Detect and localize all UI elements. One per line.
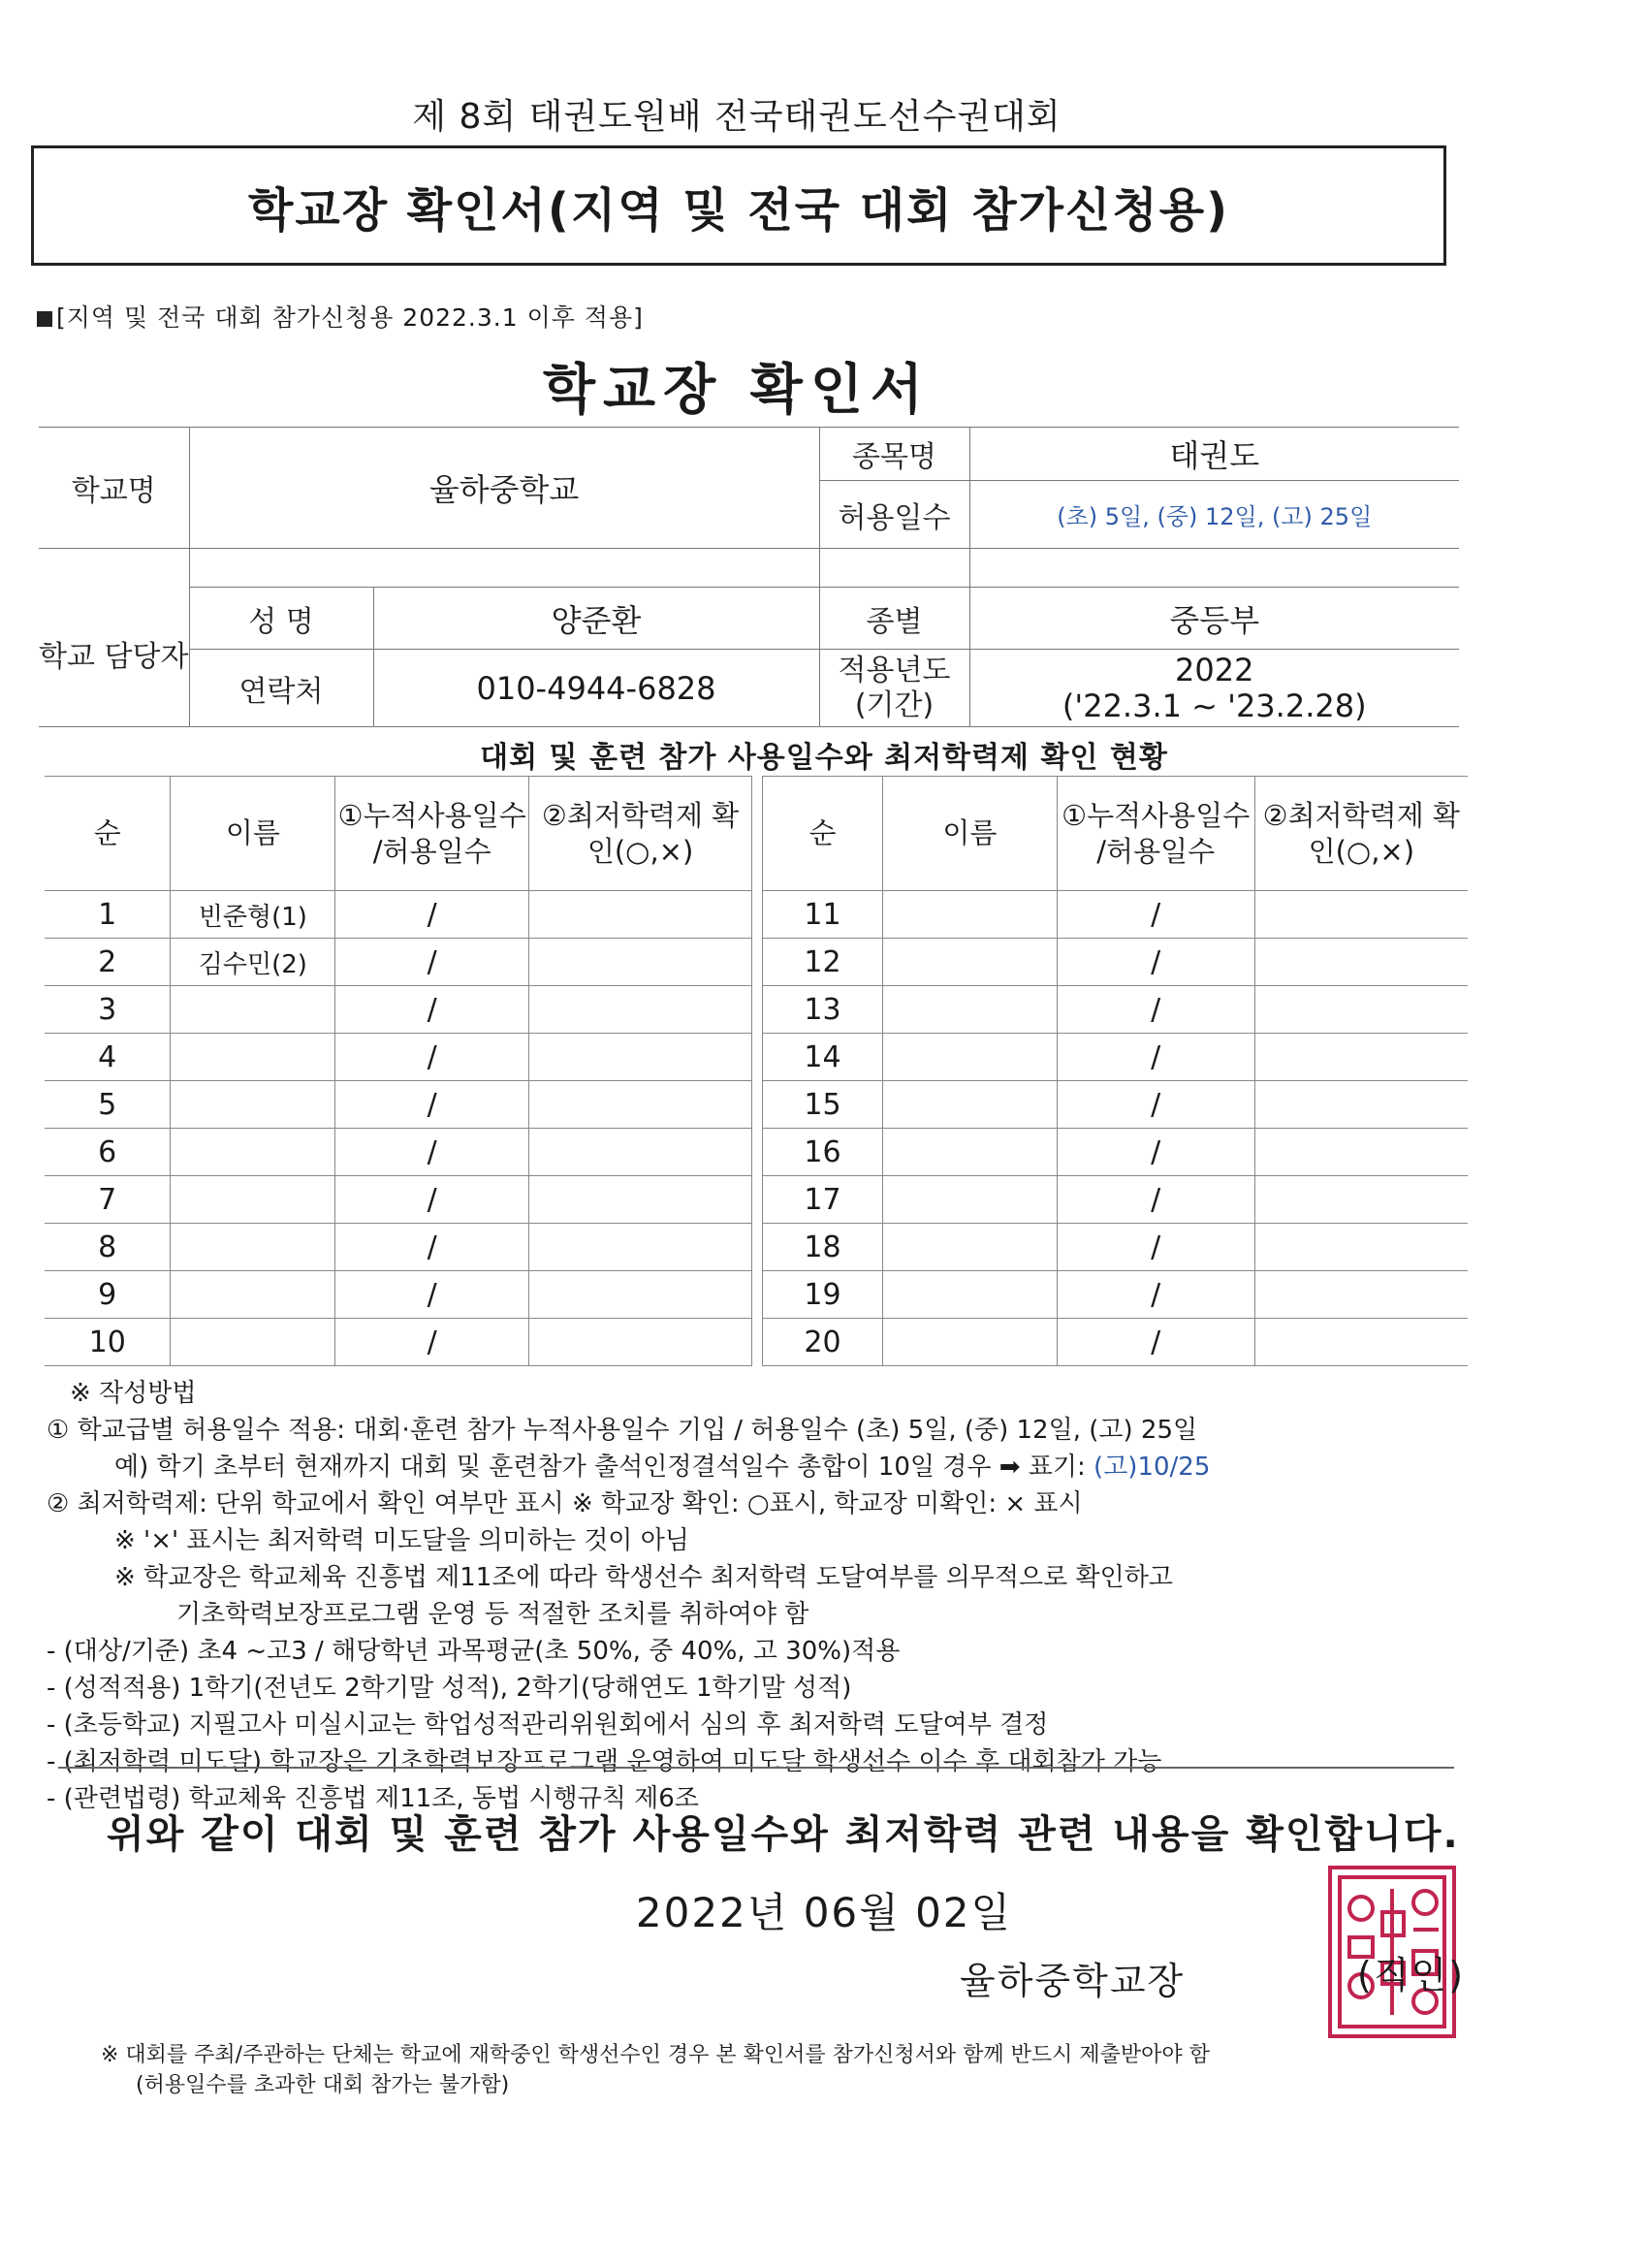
row-days: / bbox=[335, 1319, 529, 1366]
col-name: 이름 bbox=[171, 777, 335, 891]
row-no: 17 bbox=[763, 1176, 883, 1224]
row-academic bbox=[529, 1224, 752, 1271]
row-no: 8 bbox=[45, 1224, 171, 1271]
note-1: ※ '×' 표시는 최저학력 미도달을 의미하는 것이 아님 bbox=[114, 1526, 689, 1555]
row-no: 18 bbox=[763, 1224, 883, 1271]
row-academic bbox=[529, 891, 752, 939]
manager-name: 양준환 bbox=[373, 588, 819, 650]
instruction-1: ① 학교급별 허용일수 적용: 대회·훈련 참가 누적사용일수 기입 / 허용일수 (초) 5일, (중) 12일, (고) 25일 bbox=[47, 1416, 1198, 1445]
table-row bbox=[763, 986, 1469, 1034]
row-academic bbox=[1254, 891, 1468, 939]
table-row bbox=[45, 1129, 752, 1176]
row-no: 19 bbox=[763, 1271, 883, 1319]
detail-3: - (초등학교) 지필고사 미실시교는 학업성적관리위원회에서 심의 후 최저학력 도달여부 결정 bbox=[47, 1710, 1049, 1740]
table-row bbox=[45, 986, 752, 1034]
row-name bbox=[171, 1319, 335, 1366]
row-name bbox=[882, 1081, 1057, 1129]
col-academic: ②최저학력제 확인(○,×) bbox=[529, 777, 752, 891]
table-row bbox=[45, 1176, 752, 1224]
table-row bbox=[45, 1034, 752, 1081]
instructions-heading: ※ 작성방법 bbox=[70, 1379, 197, 1408]
note-2: ※ 학교장은 학교체육 진흥법 제11조에 따라 학생선수 최저학력 도달여부를 의무적으로 확인하고 bbox=[114, 1563, 1173, 1592]
row-no: 13 bbox=[763, 986, 883, 1034]
row-name bbox=[171, 1271, 335, 1319]
row-days: / bbox=[335, 1176, 529, 1224]
sport-value: 태권도 bbox=[969, 428, 1459, 481]
allowed-value: (초) 5일, (중) 12일, (고) 25일 bbox=[969, 481, 1459, 549]
row-name bbox=[882, 1129, 1057, 1176]
instruction-2: ② 최저학력제: 단위 학교에서 확인 여부만 표시 ※ 학교장 확인: ○표시, 학교장 미확인: × 표시 bbox=[47, 1489, 1083, 1518]
issue-date: 2022년 06월 02일 bbox=[635, 1889, 1013, 1936]
table-row bbox=[45, 939, 752, 986]
row-academic bbox=[529, 986, 752, 1034]
category-label: 종별 bbox=[819, 588, 969, 650]
year-cell bbox=[969, 650, 1459, 727]
row-days: / bbox=[1057, 1176, 1254, 1224]
row-days: / bbox=[1057, 1129, 1254, 1176]
square-bullet-icon bbox=[37, 311, 52, 327]
footnote bbox=[101, 2040, 1210, 2100]
row-academic bbox=[1254, 1271, 1468, 1319]
col-academic: ②최저학력제 확인(○,×) bbox=[1254, 777, 1468, 891]
row-days: / bbox=[335, 986, 529, 1034]
school-value: 율하중학교 bbox=[189, 428, 819, 549]
row-no: 3 bbox=[45, 986, 171, 1034]
example-text: 예) 학기 초부터 현재까지 대회 및 훈련참가 출석인정결석일수 총합이 10일 경우 ➡ 표기: bbox=[114, 1453, 1094, 1482]
row-days: / bbox=[335, 1081, 529, 1129]
table-row bbox=[763, 891, 1469, 939]
detail-1: - (대상/기준) 초4 ~고3 / 해당학년 과목평균(초 50%, 중 40%, 고 30%)적용 bbox=[47, 1637, 901, 1666]
info-table bbox=[39, 427, 1459, 727]
row-name bbox=[171, 1176, 335, 1224]
roster-table-left bbox=[45, 776, 752, 1366]
row-days: / bbox=[335, 1224, 529, 1271]
table-row bbox=[763, 1319, 1469, 1366]
row-academic bbox=[1254, 1176, 1468, 1224]
row-days: / bbox=[1057, 1081, 1254, 1129]
row-no: 16 bbox=[763, 1129, 883, 1176]
row-name bbox=[882, 1224, 1057, 1271]
section-title: 대회 및 훈련 참가 사용일수와 최저학력제 확인 현황 bbox=[480, 741, 1168, 775]
row-no: 2 bbox=[45, 939, 171, 986]
row-days: / bbox=[1057, 1319, 1254, 1366]
row-days: / bbox=[1057, 891, 1254, 939]
row-name bbox=[171, 1034, 335, 1081]
table-row bbox=[763, 1129, 1469, 1176]
col-name: 이름 bbox=[882, 777, 1057, 891]
contact-value: 010-4944-6828 bbox=[373, 650, 819, 727]
row-no: 20 bbox=[763, 1319, 883, 1366]
year-value: 2022 bbox=[1175, 651, 1254, 688]
confirmation-statement: 위와 같이 대회 및 훈련 참가 사용일수와 최저학력 관련 내용을 확인합니다. bbox=[107, 1812, 1460, 1857]
row-no: 6 bbox=[45, 1129, 171, 1176]
footnote-line-2: (허용일수를 초과한 대회 참가는 불가함) bbox=[136, 2073, 510, 2097]
col-days: ①누적사용일수 /허용일수 bbox=[335, 777, 529, 891]
col-days: ①누적사용일수 /허용일수 bbox=[1057, 777, 1254, 891]
row-days: / bbox=[1057, 1224, 1254, 1271]
row-no: 10 bbox=[45, 1319, 171, 1366]
category-value: 중등부 bbox=[969, 588, 1459, 650]
row-days: / bbox=[1057, 939, 1254, 986]
row-days: / bbox=[335, 891, 529, 939]
detail-4: - (최저학력 미도달) 학교장은 기초학력보장프로그램 운영하여 미도달 학생선수 이수 후 대회참가 가능 bbox=[47, 1747, 1162, 1776]
signer-name: 율하중학교장 bbox=[960, 1960, 1186, 2002]
row-academic bbox=[1254, 939, 1468, 986]
note-2-cont: 기초학력보장프로그램 운영 등 적절한 조치를 취하여야 함 bbox=[176, 1600, 809, 1629]
row-name bbox=[171, 1129, 335, 1176]
row-name bbox=[882, 1271, 1057, 1319]
school-label: 학교명 bbox=[39, 428, 189, 549]
row-days: / bbox=[1057, 1034, 1254, 1081]
row-academic bbox=[529, 1271, 752, 1319]
row-days: / bbox=[335, 1034, 529, 1081]
row-academic bbox=[1254, 986, 1468, 1034]
page-title: 학교장 확인서 bbox=[542, 359, 932, 422]
allowed-label: 허용일수 bbox=[819, 481, 969, 549]
row-name bbox=[882, 939, 1057, 986]
title-box: 학교장 확인서(지역 및 전국 대회 참가신청용) bbox=[31, 145, 1446, 266]
row-no: 5 bbox=[45, 1081, 171, 1129]
row-name bbox=[882, 986, 1057, 1034]
example-value: (고)10/25 bbox=[1093, 1453, 1211, 1482]
row-no: 9 bbox=[45, 1271, 171, 1319]
col-no: 순 bbox=[763, 777, 883, 891]
table-row bbox=[45, 1224, 752, 1271]
table-row bbox=[763, 939, 1469, 986]
row-no: 11 bbox=[763, 891, 883, 939]
row-academic bbox=[529, 1176, 752, 1224]
divider bbox=[58, 1767, 1454, 1769]
detail-2: - (성적적용) 1학기(전년도 2학기말 성적), 2학기(당해연도 1학기말 성적) bbox=[47, 1674, 852, 1703]
table-row bbox=[763, 1176, 1469, 1224]
table-row bbox=[763, 1081, 1469, 1129]
row-academic bbox=[529, 939, 752, 986]
roster-table-right bbox=[762, 776, 1468, 1366]
notice-line bbox=[37, 299, 644, 334]
table-row bbox=[763, 1224, 1469, 1271]
row-academic bbox=[529, 1129, 752, 1176]
row-no: 1 bbox=[45, 891, 171, 939]
contact-label: 연락처 bbox=[189, 650, 373, 727]
row-days: / bbox=[1057, 986, 1254, 1034]
row-name: 빈준형(1) bbox=[171, 891, 335, 939]
row-no: 15 bbox=[763, 1081, 883, 1129]
period-value: ('22.3.1 ~ '23.2.28) bbox=[1062, 687, 1367, 724]
col-no: 순 bbox=[45, 777, 171, 891]
table-row bbox=[45, 1081, 752, 1129]
row-name bbox=[882, 891, 1057, 939]
table-row bbox=[45, 891, 752, 939]
row-name: 김수민(2) bbox=[171, 939, 335, 986]
row-academic bbox=[1254, 1129, 1468, 1176]
row-days: / bbox=[335, 1271, 529, 1319]
row-name bbox=[171, 986, 335, 1034]
row-no: 14 bbox=[763, 1034, 883, 1081]
row-name bbox=[882, 1319, 1057, 1366]
table-row bbox=[45, 1319, 752, 1366]
row-academic bbox=[529, 1034, 752, 1081]
footnote-line-1: ※ 대회를 주최/주관하는 단체는 학교에 재학중인 학생선수인 경우 본 확인서를 참가신청서와 함께 반드시 제출받아야 함 bbox=[101, 2043, 1210, 2067]
row-days: / bbox=[335, 939, 529, 986]
table-row bbox=[45, 1271, 752, 1319]
row-no: 7 bbox=[45, 1176, 171, 1224]
manager-label: 학교 담당자 bbox=[39, 588, 189, 727]
instructions bbox=[47, 1375, 1466, 1817]
row-name bbox=[171, 1081, 335, 1129]
row-name bbox=[882, 1034, 1057, 1081]
year-label: 적용년도 (기간) bbox=[819, 650, 969, 727]
row-days: / bbox=[335, 1129, 529, 1176]
instruction-1-example bbox=[70, 1449, 1466, 1485]
row-academic bbox=[529, 1081, 752, 1129]
table-row bbox=[763, 1271, 1469, 1319]
row-days: / bbox=[1057, 1271, 1254, 1319]
row-no: 12 bbox=[763, 939, 883, 986]
row-academic bbox=[1254, 1319, 1468, 1366]
detail-5: - (관련법령) 학교체육 진흥법 제11조, 동법 시행규칙 제6조 bbox=[47, 1784, 699, 1813]
row-academic bbox=[1254, 1224, 1468, 1271]
row-name bbox=[882, 1176, 1057, 1224]
competition-name: 제 8회 태권도원배 전국태권도선수권대회 bbox=[412, 97, 1062, 137]
name-label: 성 명 bbox=[189, 588, 373, 650]
notice-text: [지역 및 전국 대회 참가신청용 2022.3.1 이후 적용] bbox=[56, 303, 644, 332]
table-row bbox=[763, 1034, 1469, 1081]
row-academic bbox=[1254, 1034, 1468, 1081]
seal-label: (직인) bbox=[1357, 1954, 1466, 1996]
row-academic bbox=[1254, 1081, 1468, 1129]
row-academic bbox=[529, 1319, 752, 1366]
row-name bbox=[171, 1224, 335, 1271]
sport-label: 종목명 bbox=[819, 428, 969, 481]
row-no: 4 bbox=[45, 1034, 171, 1081]
